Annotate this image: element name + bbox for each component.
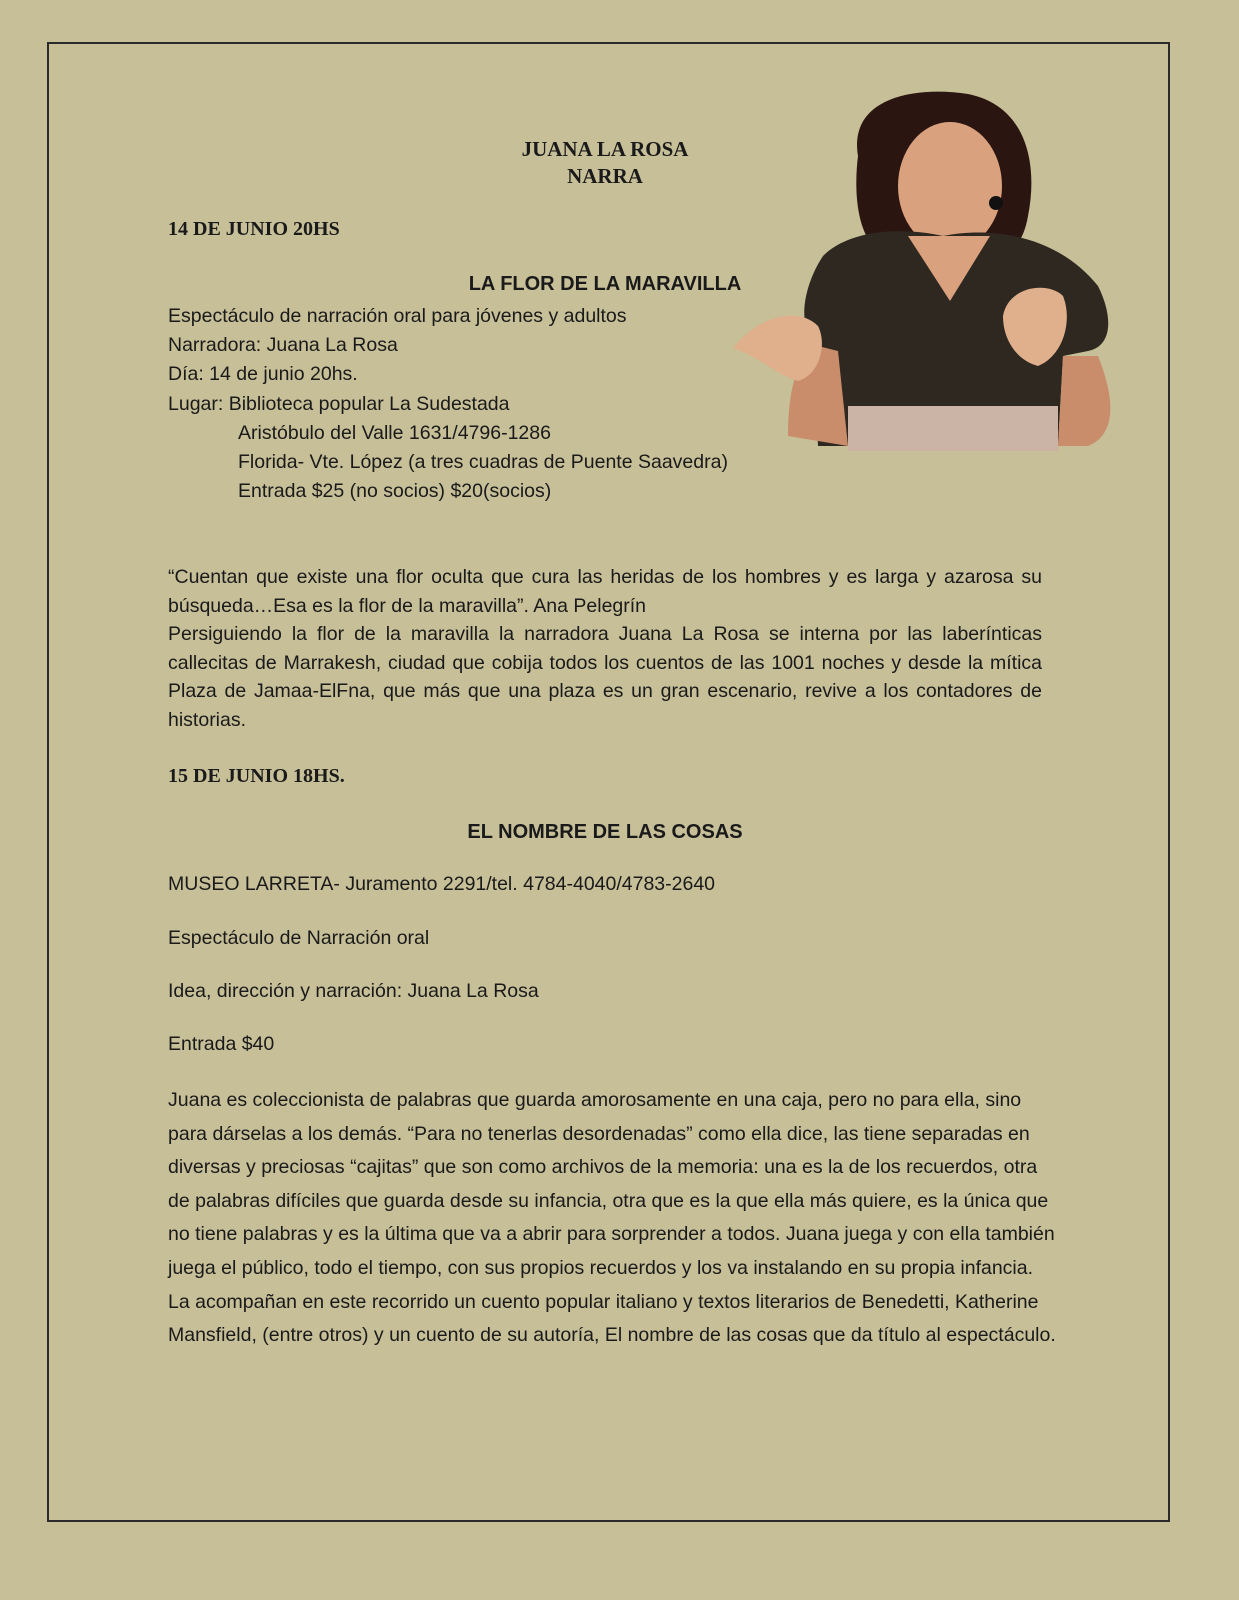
event1-title: LA FLOR DE LA MARAVILLA xyxy=(468,273,742,295)
event1-description: Persiguiendo la flor de la maravilla la narradora Juana La Rosa se interna por las laberínticas callecitas de Marrakesh, ciudad que cobija todos los cuentos de las 1001 noches y desde la mítica Plaza de Jamaa-ElFna, que más que una plaza es un gran escenario, revive a los contadores de historias. xyxy=(168,623,1042,731)
event1-address: Aristóbulo del Valle 1631/4796-1286 xyxy=(238,421,551,444)
event1-location: Florida- Vte. López (a tres cuadras de Puente Saavedra) xyxy=(238,451,728,474)
event2-title: EL NOMBRE DE LAS COSAS xyxy=(467,821,743,843)
event1-date: 14 DE JUNIO 20HS xyxy=(168,218,340,240)
event1-text xyxy=(168,563,1042,735)
title-line-1: JUANA LA ROSA xyxy=(521,137,689,161)
event2-date: 15 DE JUNIO 18HS. xyxy=(168,765,345,787)
event2-description: Juana es coleccionista de palabras que guarda amorosamente en una caja, pero no para ella, sino para dárselas a los demás. “Para no tenerlas desordenadas” como ella dice, las tiene separadas en diversas y preciosas “cajitas” que son como archivos de la memoria: una es la de los recuerdos, otra de palabras difíciles que guarda desde su infancia, otra que es la que ella más quiere, es la única que no tiene palabras y es la última que va a abrir para sorprender a todos. Juana juega y con ella también juega el público, todo el tiempo, con sus propios recuerdos y los va instalando en su propia infancia. La acompañan en este recorrido un cuento popular italiano y textos literarios de Benedetti, Katherine Mansfield, (entre otros) y un cuento de su autoría, El nombre de las cosas que da título al espectáculo. xyxy=(168,1089,1056,1347)
event2-price: Entrada $40 xyxy=(168,1033,275,1055)
event1-detail-place: Lugar: Biblioteca popular La Sudestada xyxy=(168,392,510,415)
event1-details xyxy=(168,302,728,506)
event2-credits: Idea, dirección y narración: Juana La Rosa xyxy=(168,980,539,1002)
title-line-2: NARRA xyxy=(567,164,643,188)
event1-detail-narrator: Narradora: Juana La Rosa xyxy=(168,334,398,357)
event2-type: Espectáculo de Narración oral xyxy=(168,927,430,949)
event1-detail-type: Espectáculo de narración oral para jóvenes y adultos xyxy=(168,305,627,327)
event2-venue: MUSEO LARRETA- Juramento 2291/tel. 4784-4040/4783-2640 xyxy=(168,873,716,895)
narrator-photo xyxy=(728,86,1120,456)
event1-detail-day: Día: 14 de junio 20hs. xyxy=(168,363,358,386)
event1-price: Entrada $25 (no socios) $20(socios) xyxy=(238,480,552,503)
event1-quote: “Cuentan que existe una flor oculta que cura las heridas de los hombres y es larga y azarosa su búsqueda…Esa es la flor de la maravilla”. Ana Pelegrín xyxy=(168,566,1042,617)
